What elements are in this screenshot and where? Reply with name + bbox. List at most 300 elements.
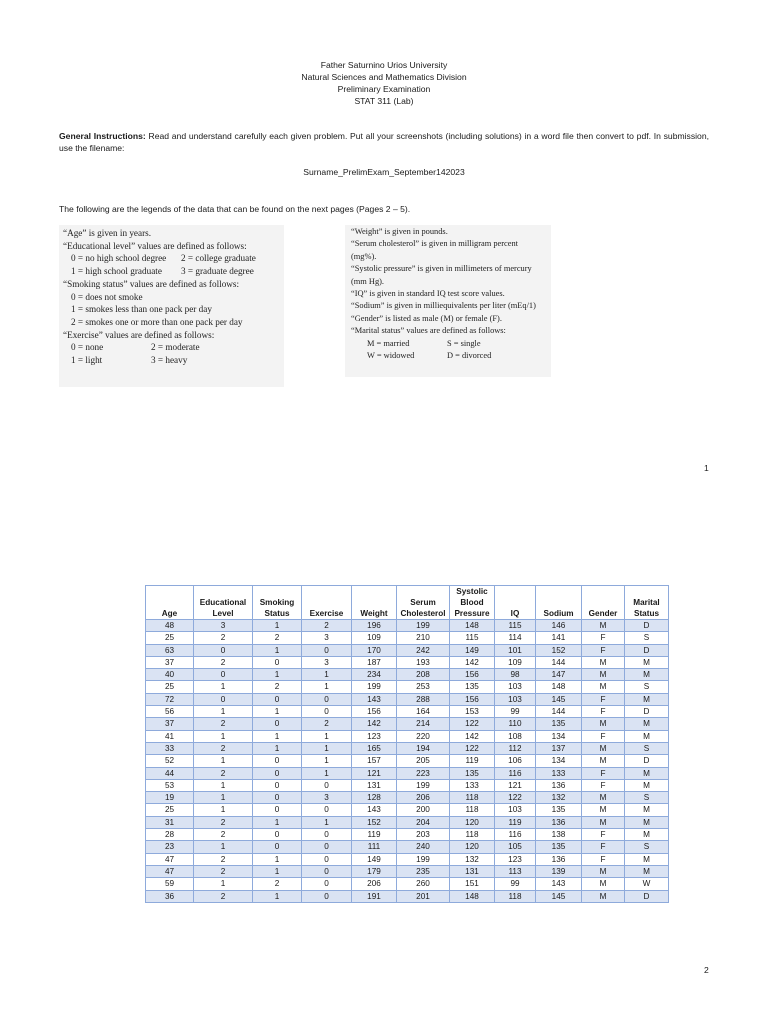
- table-cell: 201: [397, 890, 450, 902]
- table-cell: 40: [146, 669, 194, 681]
- table-cell: 132: [536, 792, 582, 804]
- table-cell: 119: [450, 755, 495, 767]
- table-cell: 1: [194, 706, 253, 718]
- table-cell: 37: [146, 656, 194, 668]
- table-cell: 206: [397, 792, 450, 804]
- table-row: [146, 693, 669, 705]
- table-cell: 288: [397, 693, 450, 705]
- legend-chol-2: (mg%).: [351, 251, 377, 261]
- table-cell: 156: [450, 669, 495, 681]
- legend-ex-3: 3 = heavy: [151, 355, 188, 366]
- table-cell: M: [625, 779, 669, 791]
- table-cell: 19: [146, 792, 194, 804]
- legend-smoke-1: 1 = smokes less than one pack per day: [71, 304, 212, 315]
- table-cell: F: [582, 829, 625, 841]
- table-cell: 108: [495, 730, 536, 742]
- table-cell: 199: [397, 853, 450, 865]
- table-row: [146, 829, 669, 841]
- table-cell: 144: [536, 706, 582, 718]
- table-cell: 0: [302, 804, 352, 816]
- table-cell: 2: [253, 681, 302, 693]
- table-header-row: [146, 586, 669, 620]
- table-cell: 131: [450, 865, 495, 877]
- table-cell: 120: [450, 816, 495, 828]
- table-cell: 135: [536, 841, 582, 853]
- table-cell: 199: [352, 681, 397, 693]
- table-cell: 118: [495, 890, 536, 902]
- table-row: [146, 804, 669, 816]
- page-number-1: 1: [704, 463, 709, 473]
- table-cell: 135: [536, 718, 582, 730]
- table-cell: 109: [352, 632, 397, 644]
- table-cell: 0: [302, 829, 352, 841]
- table-row: [146, 632, 669, 644]
- table-cell: 109: [495, 656, 536, 668]
- table-cell: D: [625, 644, 669, 656]
- table-cell: 122: [450, 742, 495, 754]
- table-cell: 235: [397, 865, 450, 877]
- legend-bp-2: (mm Hg).: [351, 276, 385, 286]
- table-cell: 1: [253, 890, 302, 902]
- table-cell: 170: [352, 644, 397, 656]
- table-cell: 0: [302, 890, 352, 902]
- submission-filename: Surname_PrelimExam_September142023: [303, 167, 465, 177]
- table-cell: 147: [536, 669, 582, 681]
- table-cell: F: [582, 779, 625, 791]
- table-row: [146, 644, 669, 656]
- table-cell: 2: [194, 890, 253, 902]
- table-cell: 193: [397, 656, 450, 668]
- table-cell: 0: [194, 644, 253, 656]
- table-cell: 156: [450, 693, 495, 705]
- table-cell: 134: [536, 730, 582, 742]
- table-row: [146, 841, 669, 853]
- legend-widowed: W = widowed: [367, 351, 415, 361]
- column-header: Age: [146, 586, 194, 620]
- table-row: [146, 767, 669, 779]
- table-row: [146, 878, 669, 890]
- table-cell: 139: [536, 865, 582, 877]
- table-cell: 2: [194, 632, 253, 644]
- table-cell: 0: [302, 865, 352, 877]
- table-cell: 1: [302, 816, 352, 828]
- table-cell: 123: [495, 853, 536, 865]
- table-cell: 1: [302, 767, 352, 779]
- table-cell: M: [582, 669, 625, 681]
- table-cell: M: [625, 829, 669, 841]
- table-cell: M: [582, 718, 625, 730]
- table-cell: 118: [450, 792, 495, 804]
- table-cell: 0: [253, 841, 302, 853]
- table-cell: D: [625, 755, 669, 767]
- table-cell: 0: [194, 693, 253, 705]
- table-cell: 2: [302, 620, 352, 632]
- table-cell: 120: [450, 841, 495, 853]
- table-cell: 149: [450, 644, 495, 656]
- table-cell: M: [625, 816, 669, 828]
- table-cell: M: [582, 620, 625, 632]
- table-cell: 1: [253, 742, 302, 754]
- table-cell: 164: [397, 706, 450, 718]
- table-cell: 0: [302, 706, 352, 718]
- table-cell: 1: [253, 865, 302, 877]
- table-cell: 115: [495, 620, 536, 632]
- column-header: Smoking Status: [253, 586, 302, 620]
- table-cell: 105: [495, 841, 536, 853]
- table-cell: F: [582, 841, 625, 853]
- table-cell: 2: [194, 718, 253, 730]
- table-cell: 56: [146, 706, 194, 718]
- table-cell: 121: [495, 779, 536, 791]
- table-cell: 242: [397, 644, 450, 656]
- table-cell: F: [582, 767, 625, 779]
- table-cell: 141: [536, 632, 582, 644]
- column-header: Educational Level: [194, 586, 253, 620]
- table-cell: F: [582, 706, 625, 718]
- table-cell: 1: [253, 644, 302, 656]
- legend-chol-1: “Serum cholesterol” is given in milligram percent: [351, 239, 518, 249]
- table-cell: 1: [194, 779, 253, 791]
- table-cell: S: [625, 792, 669, 804]
- table-cell: 128: [352, 792, 397, 804]
- table-cell: 63: [146, 644, 194, 656]
- table-body: [146, 620, 669, 903]
- table-cell: 191: [352, 890, 397, 902]
- table-cell: 165: [352, 742, 397, 754]
- table-cell: 157: [352, 755, 397, 767]
- table-cell: 199: [397, 779, 450, 791]
- legend-smoke-title: “Smoking status” values are defined as follows:: [63, 278, 240, 289]
- data-table: [145, 585, 669, 903]
- table-cell: 2: [194, 816, 253, 828]
- table-cell: 47: [146, 865, 194, 877]
- table-cell: 48: [146, 620, 194, 632]
- table-cell: F: [582, 730, 625, 742]
- table-cell: M: [625, 730, 669, 742]
- legend-gender: “Gender” is listed as male (M) or female (F).: [351, 313, 502, 323]
- legend-smoke-0: 0 = does not smoke: [71, 291, 143, 302]
- table-cell: S: [625, 681, 669, 693]
- table-cell: 143: [352, 693, 397, 705]
- table-cell: 206: [352, 878, 397, 890]
- table-cell: 152: [536, 644, 582, 656]
- table-cell: 240: [397, 841, 450, 853]
- table-cell: 148: [450, 890, 495, 902]
- table-cell: 2: [253, 878, 302, 890]
- table-cell: 1: [194, 730, 253, 742]
- table-cell: 133: [450, 779, 495, 791]
- table-cell: 119: [352, 829, 397, 841]
- table-cell: 110: [495, 718, 536, 730]
- legend-marital-title: “Marital status” values are defined as follows:: [351, 326, 506, 336]
- column-header: Weight: [352, 586, 397, 620]
- table-cell: 33: [146, 742, 194, 754]
- exam-title: Preliminary Examination: [337, 84, 431, 94]
- table-cell: 25: [146, 804, 194, 816]
- table-cell: 37: [146, 718, 194, 730]
- table-cell: 194: [397, 742, 450, 754]
- table-cell: 132: [450, 853, 495, 865]
- table-cell: 25: [146, 681, 194, 693]
- legend-edu-1: 1 = high school graduate: [71, 266, 162, 277]
- table-cell: F: [582, 853, 625, 865]
- table-cell: 0: [253, 792, 302, 804]
- legend-bp-1: “Systolic pressure” is given in millimeters of mercury: [351, 264, 532, 274]
- table-cell: 253: [397, 681, 450, 693]
- table-cell: 98: [495, 669, 536, 681]
- table-cell: 2: [253, 632, 302, 644]
- legend-age: “Age” is given in years.: [63, 228, 152, 238]
- table-row: [146, 681, 669, 693]
- table-cell: M: [625, 656, 669, 668]
- legend-exercise-title: “Exercise” values are defined as follows:: [63, 329, 215, 340]
- table-row: [146, 865, 669, 877]
- table-cell: 0: [302, 644, 352, 656]
- table-cell: 41: [146, 730, 194, 742]
- table-cell: 122: [450, 718, 495, 730]
- table-cell: M: [582, 681, 625, 693]
- table-cell: S: [625, 742, 669, 754]
- table-cell: 0: [302, 841, 352, 853]
- legend-smoke-2: 2 = smokes one or more than one pack per day: [71, 316, 243, 327]
- table-cell: 179: [352, 865, 397, 877]
- table-cell: 1: [302, 730, 352, 742]
- table-cell: 115: [450, 632, 495, 644]
- table-cell: 116: [495, 829, 536, 841]
- table-cell: 0: [253, 755, 302, 767]
- column-header: Gender: [582, 586, 625, 620]
- table-row: [146, 890, 669, 902]
- table-row: [146, 656, 669, 668]
- legend-ex-1: 1 = light: [71, 355, 103, 366]
- table-cell: 0: [194, 669, 253, 681]
- table-cell: M: [582, 816, 625, 828]
- table-cell: M: [582, 656, 625, 668]
- table-cell: 53: [146, 779, 194, 791]
- table-cell: 136: [536, 853, 582, 865]
- table-cell: 136: [536, 816, 582, 828]
- column-header: IQ: [495, 586, 536, 620]
- table-cell: M: [582, 890, 625, 902]
- table-cell: 3: [302, 792, 352, 804]
- table-cell: 135: [536, 804, 582, 816]
- table-row: [146, 730, 669, 742]
- table-cell: M: [582, 865, 625, 877]
- table-cell: M: [582, 878, 625, 890]
- legend-right-image: [345, 225, 551, 377]
- table-cell: 1: [194, 792, 253, 804]
- table-cell: 2: [194, 865, 253, 877]
- legend-intro: The following are the legends of the data that can be found on the next pages (Pages 2 – 5).: [59, 204, 411, 214]
- table-cell: F: [582, 644, 625, 656]
- table-cell: 106: [495, 755, 536, 767]
- legend-edu-0: 0 = no high school degree: [71, 253, 167, 264]
- table-cell: 28: [146, 829, 194, 841]
- table-row: [146, 792, 669, 804]
- table-cell: 99: [495, 706, 536, 718]
- legend-ex-2: 2 = moderate: [151, 342, 200, 353]
- column-header: Serum Cholesterol: [397, 586, 450, 620]
- table-cell: 116: [495, 767, 536, 779]
- table-cell: S: [625, 632, 669, 644]
- table-cell: 145: [536, 890, 582, 902]
- table-cell: 135: [450, 767, 495, 779]
- legend-edu-title: “Educational level” values are defined as follows:: [63, 240, 247, 251]
- table-cell: 103: [495, 804, 536, 816]
- table-cell: W: [625, 878, 669, 890]
- table-cell: 138: [536, 829, 582, 841]
- table-cell: 99: [495, 878, 536, 890]
- table-cell: 1: [194, 681, 253, 693]
- table-cell: 196: [352, 620, 397, 632]
- table-cell: 114: [495, 632, 536, 644]
- table-cell: 52: [146, 755, 194, 767]
- table-cell: 205: [397, 755, 450, 767]
- legend-edu-3: 3 = graduate degree: [181, 266, 254, 277]
- legend-weight: “Weight” is given in pounds.: [351, 227, 448, 236]
- table-row: [146, 816, 669, 828]
- column-header: Marital Status: [625, 586, 669, 620]
- table-cell: D: [625, 620, 669, 632]
- table-cell: M: [625, 853, 669, 865]
- table-cell: 101: [495, 644, 536, 656]
- table-cell: 119: [495, 816, 536, 828]
- table-cell: M: [625, 718, 669, 730]
- table-cell: 113: [495, 865, 536, 877]
- document-header: [0, 59, 768, 107]
- table-row: [146, 706, 669, 718]
- table-cell: M: [625, 804, 669, 816]
- table-cell: 135: [450, 681, 495, 693]
- table-cell: M: [582, 804, 625, 816]
- table-cell: 203: [397, 829, 450, 841]
- table-cell: 2: [194, 656, 253, 668]
- table-row: [146, 669, 669, 681]
- table-cell: 118: [450, 829, 495, 841]
- table-cell: 123: [352, 730, 397, 742]
- table-cell: 72: [146, 693, 194, 705]
- table-cell: 1: [253, 706, 302, 718]
- table-cell: 47: [146, 853, 194, 865]
- table-cell: 1: [194, 755, 253, 767]
- table-cell: 44: [146, 767, 194, 779]
- table-cell: 156: [352, 706, 397, 718]
- table-row: [146, 853, 669, 865]
- table-cell: 1: [194, 804, 253, 816]
- table-cell: 208: [397, 669, 450, 681]
- table-cell: 142: [450, 656, 495, 668]
- table-cell: 204: [397, 816, 450, 828]
- course-code: STAT 311 (Lab): [354, 96, 414, 106]
- table-cell: M: [625, 767, 669, 779]
- table-row: [146, 755, 669, 767]
- table-cell: 36: [146, 890, 194, 902]
- table-cell: 103: [495, 681, 536, 693]
- table-cell: 2: [194, 853, 253, 865]
- table-cell: 137: [536, 742, 582, 754]
- table-cell: M: [625, 669, 669, 681]
- table-cell: 1: [253, 853, 302, 865]
- table-cell: 153: [450, 706, 495, 718]
- table-cell: 0: [253, 656, 302, 668]
- table-cell: 214: [397, 718, 450, 730]
- legend-iq: “IQ” is given in standard IQ test score values.: [351, 289, 505, 299]
- table-cell: D: [625, 706, 669, 718]
- table-cell: S: [625, 841, 669, 853]
- legend-left-image: [59, 225, 284, 387]
- table-cell: F: [582, 632, 625, 644]
- university-name: Father Saturnino Urios University: [320, 60, 448, 70]
- legend-married: M = married: [367, 338, 410, 348]
- table-cell: 112: [495, 742, 536, 754]
- table-cell: 187: [352, 656, 397, 668]
- legend-sodium: “Sodium” is given in milliequivalents per liter (mEq/1): [351, 301, 536, 311]
- table-cell: 122: [495, 792, 536, 804]
- table-cell: 144: [536, 656, 582, 668]
- table-cell: 145: [536, 693, 582, 705]
- table-cell: 1: [253, 816, 302, 828]
- table-cell: 1: [302, 669, 352, 681]
- table-cell: 260: [397, 878, 450, 890]
- table-cell: M: [582, 792, 625, 804]
- table-cell: 1: [302, 755, 352, 767]
- legend-ex-0: 0 = none: [71, 342, 104, 353]
- table-cell: 0: [302, 693, 352, 705]
- table-row: [146, 718, 669, 730]
- legend-edu-2: 2 = college graduate: [181, 253, 256, 264]
- instructions-text: Read and understand carefully each given problem. Put all your screenshots (including solutions) in a word file then convert to pdf. In submission, use the filename:: [59, 131, 710, 153]
- table-row: [146, 779, 669, 791]
- column-header: Sodium: [536, 586, 582, 620]
- table-cell: 118: [450, 804, 495, 816]
- table-cell: 143: [536, 878, 582, 890]
- table-cell: 220: [397, 730, 450, 742]
- instructions-label: General Instructions:: [59, 131, 146, 141]
- page-number-2: 2: [704, 965, 709, 975]
- table-cell: 0: [253, 718, 302, 730]
- table-cell: 152: [352, 816, 397, 828]
- table-cell: 1: [302, 681, 352, 693]
- general-instructions: [59, 130, 709, 154]
- table-cell: 23: [146, 841, 194, 853]
- table-cell: M: [625, 693, 669, 705]
- table-cell: 0: [253, 767, 302, 779]
- table-cell: 148: [536, 681, 582, 693]
- division-name: Natural Sciences and Mathematics Division: [301, 72, 467, 82]
- table-cell: 2: [194, 767, 253, 779]
- table-row: [146, 620, 669, 632]
- table-cell: D: [625, 890, 669, 902]
- table-cell: 136: [536, 779, 582, 791]
- table-cell: 3: [194, 620, 253, 632]
- table-cell: 0: [253, 693, 302, 705]
- column-header: Exercise: [302, 586, 352, 620]
- table-cell: 103: [495, 693, 536, 705]
- table-cell: 199: [397, 620, 450, 632]
- table-cell: 25: [146, 632, 194, 644]
- table-cell: M: [582, 742, 625, 754]
- table-cell: 223: [397, 767, 450, 779]
- table-cell: 3: [302, 656, 352, 668]
- table-cell: 1: [302, 742, 352, 754]
- table-cell: 143: [352, 804, 397, 816]
- table-cell: 3: [302, 632, 352, 644]
- table-cell: M: [625, 865, 669, 877]
- table-cell: 151: [450, 878, 495, 890]
- table-cell: 131: [352, 779, 397, 791]
- table-cell: M: [582, 755, 625, 767]
- table-cell: 234: [352, 669, 397, 681]
